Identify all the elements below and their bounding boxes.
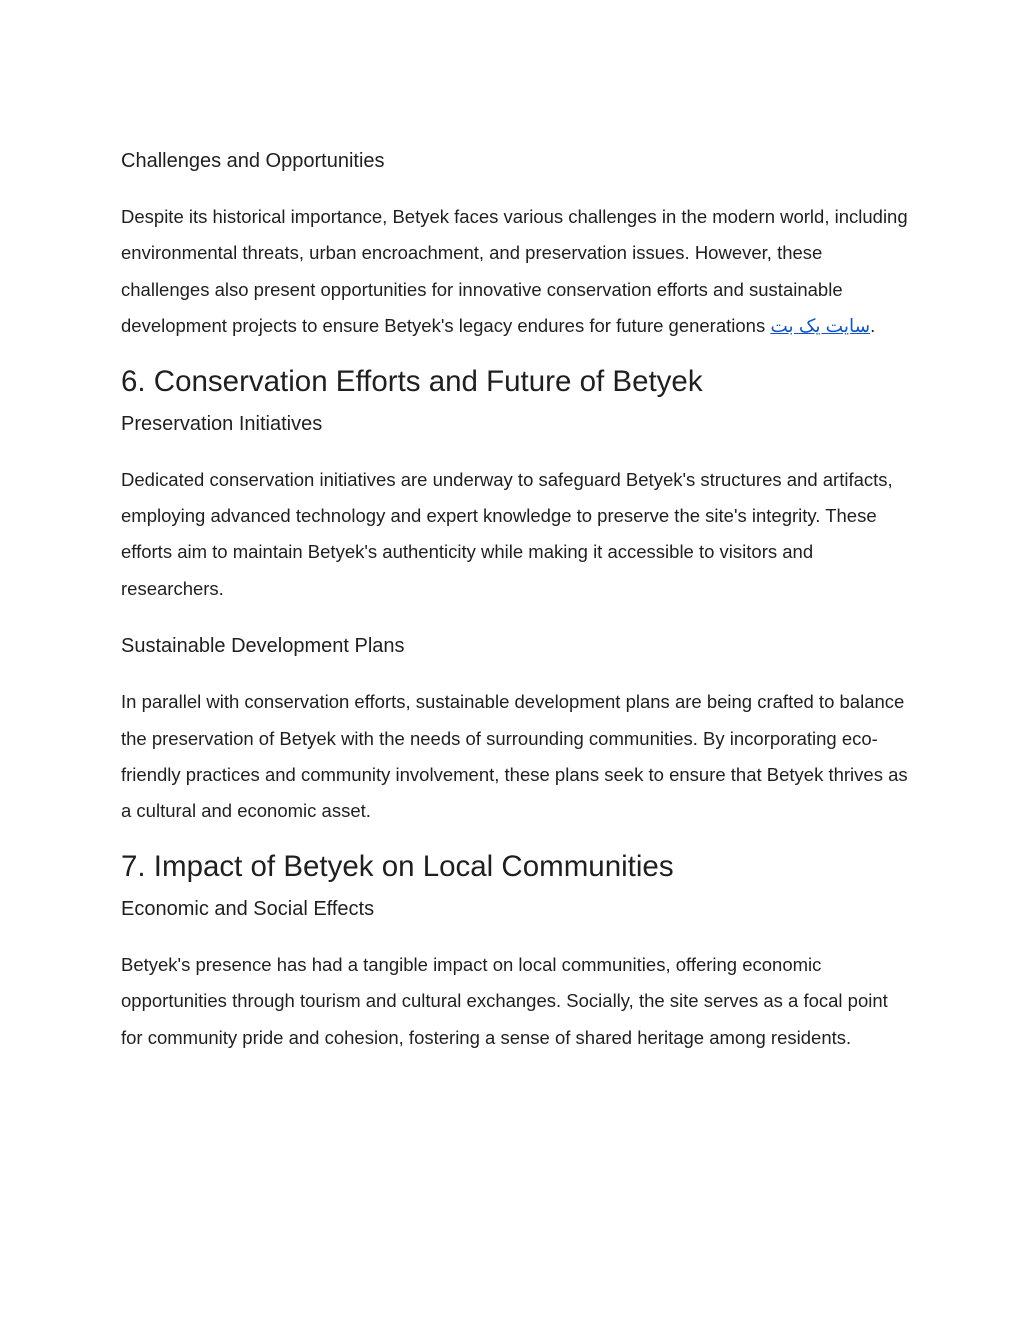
- paragraph-challenges: [121, 199, 911, 345]
- document-content: [121, 141, 911, 1056]
- paragraph-challenges-text: Despite its historical importance, Betyek faces various challenges in the modern world, including environmental threats, urban encroachment, and preservation issues. However, these challenges also present opportunities for innovative conservation efforts and sustainable development projects to ensure Betyek's legacy endures for future generations: [121, 206, 908, 337]
- paragraph-economic-and-social-effects: Betyek's presence has had a tangible impact on local communities, offering economic opportunities through tourism and cultural exchanges. Socially, the site serves as a focal point for community pride and cohesion, fostering a sense of shared heritage among residents.: [121, 953, 888, 1048]
- paragraph-sustainable-development: In parallel with conservation efforts, sustainable development plans are being crafted to balance the preservation of Betyek with the needs of surrounding communities. By incorporating eco-friendly practices and community involvement, these plans seek to ensure that Betyek thrives as a cultural and economic asset.: [121, 691, 908, 822]
- heading-conservation-efforts: 6. Conservation Efforts and Future of Betyek: [121, 364, 703, 398]
- paragraph-preservation-initiatives: Dedicated conservation initiatives are underway to safeguard Betyek's structures and artifacts, employing advanced technology and expert knowledge to preserve the site's integrity. These efforts aim to maintain Betyek's authenticity while making it accessible to visitors and researchers.: [121, 468, 893, 599]
- heading-challenges-and-opportunities: Challenges and Opportunities: [121, 150, 385, 172]
- heading-sustainable-development-plans: Sustainable Development Plans: [121, 635, 405, 658]
- heading-economic-and-social-effects: Economic and Social Effects: [121, 897, 375, 920]
- betyek-site-link[interactable]: سایت یک بت: [770, 315, 871, 337]
- heading-preservation-initiatives: Preservation Initiatives: [121, 412, 323, 435]
- paragraph-challenges-trailing: .: [870, 315, 876, 337]
- heading-impact-on-local-communities: 7. Impact of Betyek on Local Communities: [121, 849, 674, 883]
